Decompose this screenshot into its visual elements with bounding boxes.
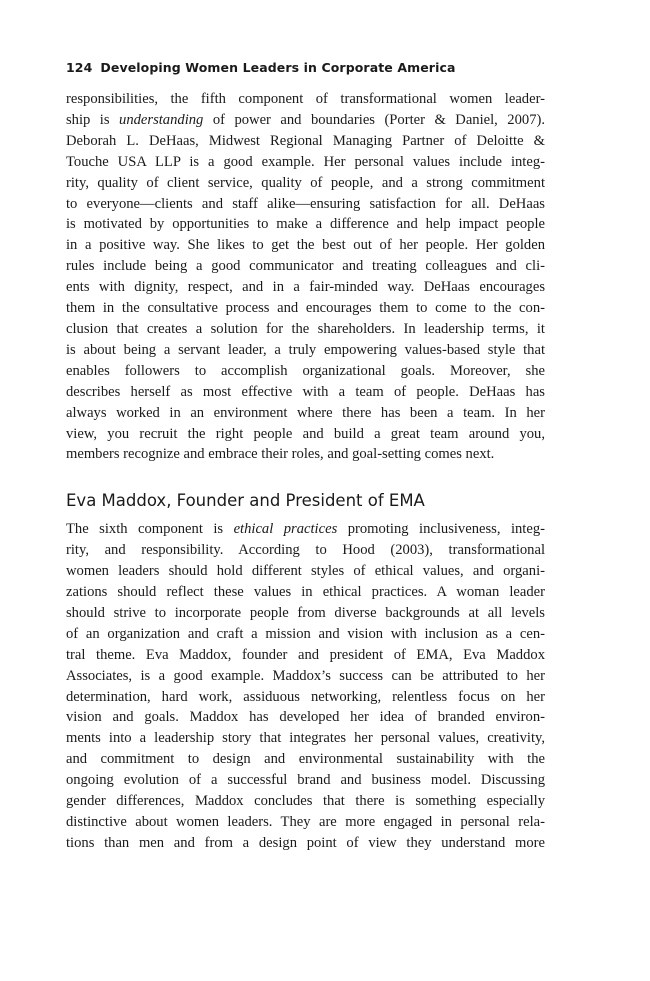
text-line — [66, 624, 545, 645]
text-segment: tions than men and from a design point of view they understand more — [66, 834, 545, 851]
text-line — [66, 131, 545, 152]
text-line — [66, 812, 545, 833]
text-line — [66, 319, 545, 340]
running-title: Developing Women Leaders in Corporate America — [100, 60, 456, 75]
text-line — [66, 277, 545, 298]
text-line — [66, 582, 545, 603]
text-segment: rity, quality of client service, quality of people, and a strong commitment — [66, 174, 545, 191]
text-line — [66, 687, 545, 708]
text-segment: is motivated by opportunities to make a difference and help impact people — [66, 216, 545, 233]
text-line — [66, 424, 545, 445]
text-segment: and commitment to design and environmental sustainability with the — [66, 751, 545, 768]
text-line — [66, 173, 545, 194]
text-segment: describes herself as most effective with a team of people. DeHaas has — [66, 383, 545, 400]
text-segment: gender differences, Maddox concludes that there is something especially — [66, 793, 545, 810]
text-segment: ents with dignity, respect, and in a fair-minded way. DeHaas encourages — [66, 279, 545, 296]
text-segment: them in the consultative process and encourages them to come to the con- — [66, 300, 545, 317]
text-segment: Associates, is a good example. Maddox’s success can be attributed to her — [66, 667, 545, 684]
text-line — [66, 152, 545, 173]
text-line — [66, 382, 545, 403]
text-segment: view, you recruit the right people and build a great team around you, — [66, 425, 545, 442]
text-line — [66, 214, 545, 235]
text-line — [66, 540, 545, 561]
text-line — [66, 603, 545, 624]
text-segment: Touche USA LLP is a good example. Her personal values include integ- — [66, 153, 545, 170]
text-segment: Deborah L. DeHaas, Midwest Regional Managing Partner of Deloitte & — [66, 132, 545, 149]
text-line — [66, 770, 545, 791]
running-header — [66, 60, 545, 76]
text-line — [66, 707, 545, 728]
text-segment: members recognize and embrace their roles, and goal-setting comes next. — [66, 446, 495, 463]
text-segment: in a positive way. She likes to get the best out of her people. Her golden — [66, 237, 545, 254]
text-segment: determination, hard work, assiduous networking, relentless focus on her — [66, 688, 545, 705]
text-segment: responsibilities, the fifth component of transformational women leader- — [66, 91, 545, 107]
italic-term: understanding — [119, 111, 204, 128]
paragraph-dehaas — [66, 89, 545, 465]
text-line — [66, 728, 545, 749]
text-segment: enables followers to accomplish organizational goals. Moreover, she — [66, 362, 545, 379]
text-segment: clusion that creates a solution for the shareholders. In leadership terms, it — [66, 320, 545, 337]
text-line — [66, 361, 545, 382]
text-line — [66, 256, 545, 277]
text-line — [66, 444, 545, 465]
text-segment: rules include being a good communicator and treating colleagues and cli- — [66, 258, 545, 275]
section-heading: Eva Maddox, Founder and President of EMA — [66, 491, 425, 511]
text-line — [66, 833, 545, 854]
text-segment: tral theme. Eva Maddox, founder and president of EMA, Eva Maddox — [66, 646, 545, 663]
text-segment: women leaders should hold different styles of ethical values, and organi- — [66, 563, 545, 580]
text-segment: should strive to incorporate people from diverse backgrounds at all levels — [66, 604, 545, 621]
text-line — [66, 194, 545, 215]
page-number: 124 — [66, 60, 93, 75]
text-segment: vision and goals. Maddox has developed her idea of branded environ- — [66, 709, 545, 726]
text-segment: promoting inclusiveness, integ- — [337, 521, 545, 538]
text-line — [66, 519, 545, 540]
text-segment: ship is — [66, 111, 120, 128]
text-segment: zations should reflect these values in ethical practices. A woman leader — [66, 584, 545, 601]
text-line — [66, 791, 545, 812]
text-line — [66, 89, 545, 110]
text-segment: always worked in an environment where there has been a team. In her — [66, 404, 545, 421]
text-line — [66, 645, 545, 666]
text-segment: The sixth component is — [66, 521, 234, 538]
text-segment: is about being a servant leader, a truly empowering values-based style that — [66, 341, 545, 358]
text-line — [66, 561, 545, 582]
paragraph-maddox — [66, 519, 545, 854]
text-line — [66, 110, 545, 131]
text-line — [66, 298, 545, 319]
text-segment: rity, and responsibility. According to Hood (2003), transformational — [66, 542, 545, 559]
italic-term: ethical practices — [233, 521, 338, 538]
text-line — [66, 403, 545, 424]
text-segment: distinctive about women leaders. They are more engaged in personal rela- — [66, 814, 545, 830]
text-segment: ments into a leadership story that integrates her personal values, creativity, — [66, 730, 545, 747]
book-page — [66, 60, 545, 854]
text-line — [66, 340, 545, 361]
text-segment: ongoing evolution of a successful brand and business model. Discussing — [66, 772, 545, 789]
text-segment: to everyone—clients and staff alike—ensuring satisfaction for all. DeHaas — [66, 195, 545, 212]
text-line — [66, 666, 545, 687]
text-segment: of power and boundaries (Porter & Daniel, 2007). — [203, 111, 545, 128]
text-line — [66, 749, 545, 770]
text-line — [66, 235, 545, 256]
text-segment: of an organization and craft a mission and vision with inclusion as a cen- — [66, 625, 545, 642]
